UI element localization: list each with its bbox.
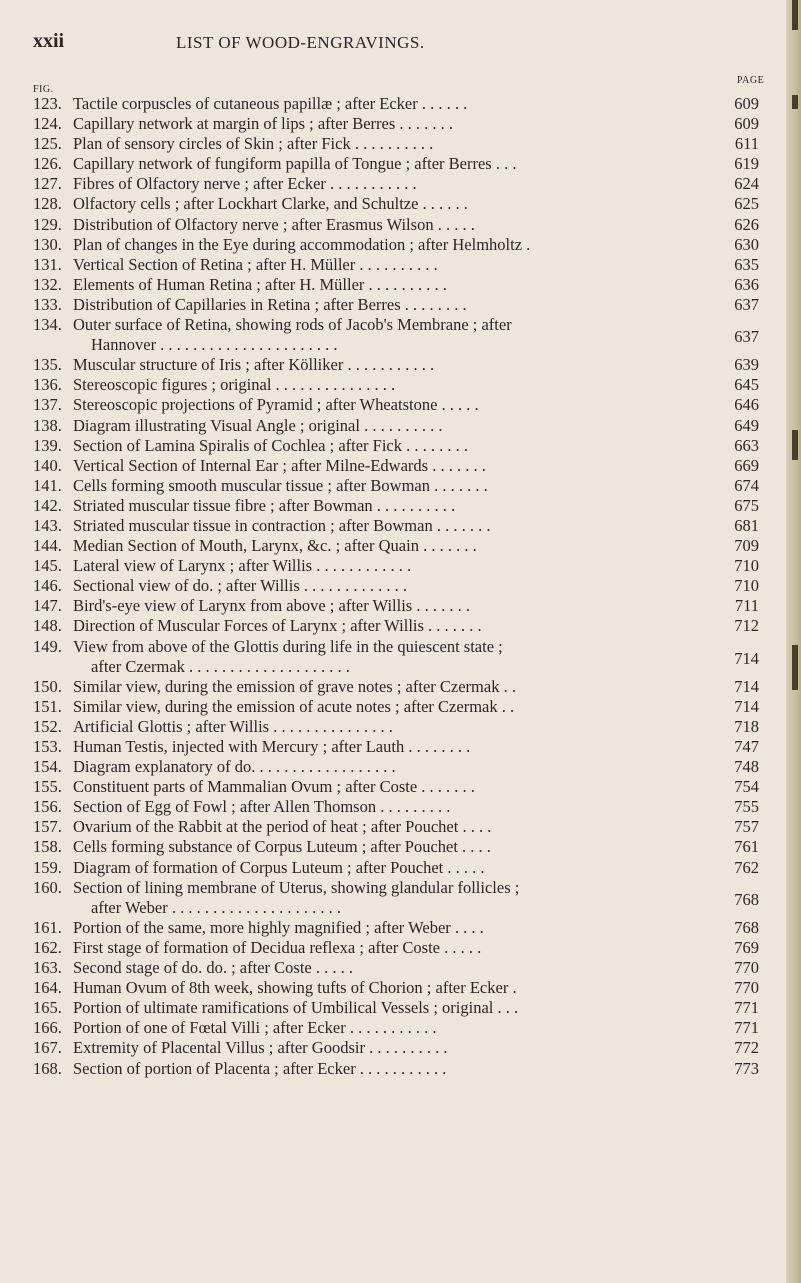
page-reference: 714 xyxy=(734,696,759,716)
page-reference: 609 xyxy=(734,114,759,134)
entry-title: Vertical Section of Internal Ear ; after Milne-Edwards . . . . . . . xyxy=(73,455,486,475)
figure-number: 127. xyxy=(33,174,62,194)
list-item xyxy=(33,154,773,174)
entry-title: Sectional view of do. ; after Willis . . . . . . . . . . . . . xyxy=(73,576,408,596)
figure-number: 128. xyxy=(33,194,62,214)
figure-number: 164. xyxy=(33,978,62,998)
page-reference: 769 xyxy=(734,937,759,957)
figure-number: 149. xyxy=(33,636,62,656)
entry-title: Capillary network of fungiform papilla of Tongue ; after Berres . . . xyxy=(73,154,517,174)
list-item xyxy=(33,194,773,214)
list-item xyxy=(33,275,773,295)
figure-number: 162. xyxy=(33,937,62,957)
figure-number: 124. xyxy=(33,114,62,134)
figure-number: 153. xyxy=(33,737,62,756)
page-reference: 711 xyxy=(734,596,759,616)
figure-number: 148. xyxy=(33,616,62,636)
entry-title: Artificial Glottis ; after Willis . . . . . . . . . . . . . . . xyxy=(73,716,393,736)
page-reference: 748 xyxy=(734,757,759,777)
list-item xyxy=(33,476,773,496)
list-item xyxy=(33,797,773,817)
list-item xyxy=(33,717,773,737)
list-item xyxy=(33,616,773,636)
figure-number: 145. xyxy=(33,556,62,576)
entry-title: Section of Egg of Fowl ; after Allen Thomson . . . . . . . . . xyxy=(73,797,451,817)
figure-number: 136. xyxy=(33,375,62,395)
engravings-list xyxy=(33,94,773,1079)
entry-title: Vertical Section of Retina ; after H. Müller . . . . . . . . . . xyxy=(73,254,438,274)
entry-title: Section of Lamina Spiralis of Cochlea ; after Fick . . . . . . . . xyxy=(73,435,468,455)
entry-title: Olfactory cells ; after Lockhart Clarke, and Schultze . . . . . . xyxy=(73,194,468,214)
entry-title: Distribution of Olfactory nerve ; after Erasmus Wilson . . . . . xyxy=(73,214,475,234)
figure-number: 146. xyxy=(33,576,62,596)
figure-number: 163. xyxy=(33,958,62,978)
list-item xyxy=(33,837,773,857)
list-item xyxy=(33,114,773,134)
page-reference: 663 xyxy=(734,435,759,455)
entry-title-continued: Hannover . . . . . . . . . . . . . . . . . . . . . . xyxy=(91,335,338,355)
list-item xyxy=(33,938,773,958)
list-item xyxy=(33,556,773,576)
page-reference: 754 xyxy=(734,777,759,797)
entry-title: Similar view, during the emission of acute notes ; after Czermak . . xyxy=(73,696,515,716)
page-header xyxy=(0,30,786,54)
figure-number: 159. xyxy=(33,857,62,877)
page-reference: 639 xyxy=(734,355,759,375)
entry-title-continued: after Weber . . . . . . . . . . . . . . . . . . . . . xyxy=(91,897,341,917)
page-reference: 609 xyxy=(734,94,759,113)
page-reference: 649 xyxy=(734,415,759,435)
entry-title: Portion of the same, more highly magnified ; after Weber . . . . xyxy=(73,917,484,937)
list-item xyxy=(33,1018,773,1038)
page-reference: 630 xyxy=(734,234,759,254)
page-reference: 768 xyxy=(734,917,759,937)
entry-title: Stereoscopic projections of Pyramid ; after Wheatstone . . . . . xyxy=(73,395,479,415)
running-title: LIST OF WOOD-ENGRAVINGS. xyxy=(176,33,425,52)
page-reference: 646 xyxy=(734,395,759,415)
figure-number: 156. xyxy=(33,797,62,817)
entry-title: Median Section of Mouth, Larynx, &c. ; after Quain . . . . . . . xyxy=(73,536,477,556)
figure-number: 131. xyxy=(33,254,62,274)
list-item xyxy=(33,536,773,556)
figure-number: 154. xyxy=(33,757,62,777)
page-reference: 637 xyxy=(734,327,759,347)
entry-title: Outer surface of Retina, showing rods of Jacob's Membrane ; after xyxy=(73,315,512,335)
page-reference: 645 xyxy=(734,375,759,395)
figure-number: 138. xyxy=(33,415,62,435)
list-item xyxy=(33,215,773,235)
list-item xyxy=(33,496,773,516)
list-item xyxy=(33,416,773,436)
list-item xyxy=(33,858,773,878)
page-reference: 773 xyxy=(734,1058,759,1078)
list-item xyxy=(33,375,773,395)
figure-number: 165. xyxy=(33,998,62,1018)
page-reference: 712 xyxy=(734,616,759,636)
page-number: xxii xyxy=(33,30,65,52)
entry-title: Cells forming substance of Corpus Luteum ; after Pouchet . . . . xyxy=(73,837,491,857)
page-reference: 771 xyxy=(734,998,759,1018)
entry-title-continued: after Czermak . . . . . . . . . . . . . . . . . . . . xyxy=(91,656,350,676)
figure-number: 158. xyxy=(33,837,62,857)
figure-number: 132. xyxy=(33,274,62,294)
figure-number: 125. xyxy=(33,134,62,154)
figure-number: 143. xyxy=(33,515,62,535)
entry-title: Diagram of formation of Corpus Luteum ; after Pouchet . . . . . xyxy=(73,857,485,877)
entry-title: Diagram illustrating Visual Angle ; original . . . . . . . . . . xyxy=(73,415,443,435)
page-reference: 762 xyxy=(734,857,759,877)
page-reference: 768 xyxy=(734,889,759,909)
list-item xyxy=(33,596,773,616)
entry-title: Section of lining membrane of Uterus, showing glandular follicles ; xyxy=(73,877,520,897)
entry-title: Elements of Human Retina ; after H. Müller . . . . . . . . . . xyxy=(73,274,447,294)
figure-number: 140. xyxy=(33,455,62,475)
entry-title: Constituent parts of Mammalian Ovum ; after Coste . . . . . . . xyxy=(73,777,475,797)
page-reference: 771 xyxy=(734,1018,759,1038)
figure-number: 151. xyxy=(33,696,62,716)
entry-title: Portion of one of Fœtal Villi ; after Ecker . . . . . . . . . . . xyxy=(73,1018,437,1038)
entry-title: First stage of formation of Decidua reflexa ; after Coste . . . . . xyxy=(73,937,482,957)
figure-number: 147. xyxy=(33,596,62,616)
list-item xyxy=(33,174,773,194)
entry-title: Cells forming smooth muscular tissue ; after Bowman . . . . . . . xyxy=(73,475,488,495)
entry-title: Similar view, during the emission of grave notes ; after Czermak . . xyxy=(73,676,516,696)
figure-number: 134. xyxy=(33,315,62,335)
list-item xyxy=(33,355,773,375)
list-item xyxy=(33,235,773,255)
figure-number: 157. xyxy=(33,817,62,837)
entry-title: Section of portion of Placenta ; after Ecker . . . . . . . . . . . xyxy=(73,1058,447,1078)
page-column-label: PAGE xyxy=(737,75,765,86)
page-reference: 637 xyxy=(734,294,759,314)
page-reference: 619 xyxy=(734,154,759,174)
list-item xyxy=(33,315,773,355)
figure-number: 152. xyxy=(33,716,62,736)
entry-title: Human Ovum of 8th week, showing tufts of Chorion ; after Ecker . xyxy=(73,978,517,998)
list-item xyxy=(33,516,773,536)
page-reference: 675 xyxy=(734,495,759,515)
figure-number: 133. xyxy=(33,294,62,314)
figure-number: 130. xyxy=(33,234,62,254)
figure-number: 168. xyxy=(33,1058,62,1078)
figure-number: 129. xyxy=(33,214,62,234)
entry-title: Lateral view of Larynx ; after Willis . . . . . . . . . . . . xyxy=(73,556,412,576)
figure-number: 144. xyxy=(33,536,62,556)
entry-title: Distribution of Capillaries in Retina ; after Berres . . . . . . . . xyxy=(73,294,467,314)
entry-title: Extremity of Placental Villus ; after Goodsir . . . . . . . . . . xyxy=(73,1038,448,1058)
entry-title: Stereoscopic figures ; original . . . . . . . . . . . . . . . xyxy=(73,375,396,395)
page-reference: 625 xyxy=(734,194,759,214)
list-item xyxy=(33,1038,773,1058)
list-item xyxy=(33,737,773,757)
list-item xyxy=(33,1059,773,1079)
figure-number: 139. xyxy=(33,435,62,455)
list-item xyxy=(33,134,773,154)
list-item xyxy=(33,817,773,837)
figure-number: 135. xyxy=(33,355,62,375)
list-item xyxy=(33,576,773,596)
figure-number: 161. xyxy=(33,917,62,937)
list-item xyxy=(33,637,773,677)
list-item xyxy=(33,958,773,978)
page-reference: 747 xyxy=(734,737,759,756)
page-reference: 710 xyxy=(734,576,759,596)
entry-title: Plan of sensory circles of Skin ; after Fick . . . . . . . . . . xyxy=(73,134,434,154)
entry-title: Fibres of Olfactory nerve ; after Ecker . . . . . . . . . . . xyxy=(73,174,417,194)
entry-title: Tactile corpuscles of cutaneous papillæ ; after Ecker . . . . . . xyxy=(73,94,468,113)
list-item xyxy=(33,777,773,797)
entry-title: Striated muscular tissue in contraction ; after Bowman . . . . . . . xyxy=(73,515,491,535)
figure-number: 160. xyxy=(33,877,62,897)
entry-title: Second stage of do. do. ; after Coste . . . . . xyxy=(73,958,353,978)
list-item xyxy=(33,677,773,697)
page-reference: 626 xyxy=(734,214,759,234)
list-item xyxy=(33,978,773,998)
list-item xyxy=(33,436,773,456)
list-item xyxy=(33,255,773,275)
list-item xyxy=(33,918,773,938)
page-reference: 772 xyxy=(734,1038,759,1058)
list-item xyxy=(33,94,773,114)
list-item xyxy=(33,757,773,777)
entry-title: Ovarium of the Rabbit at the period of heat ; after Pouchet . . . . xyxy=(73,817,492,837)
figure-number: 137. xyxy=(33,395,62,415)
page-reference: 714 xyxy=(734,648,759,668)
entry-title: Portion of ultimate ramifications of Umbilical Vessels ; original . . . xyxy=(73,998,519,1018)
page-reference: 710 xyxy=(734,556,759,576)
page-edge xyxy=(786,0,801,1283)
entry-title: Bird's-eye view of Larynx from above ; after Willis . . . . . . . xyxy=(73,596,470,616)
page-reference: 709 xyxy=(734,536,759,556)
figure-number: 123. xyxy=(33,94,62,113)
figure-number: 167. xyxy=(33,1038,62,1058)
entry-title: Muscular structure of Iris ; after Kölliker . . . . . . . . . . . xyxy=(73,355,435,375)
page-reference: 761 xyxy=(734,837,759,857)
figure-number: 155. xyxy=(33,777,62,797)
page-reference: 674 xyxy=(734,475,759,495)
list-item xyxy=(33,295,773,315)
fig-column-label: FIG. xyxy=(33,84,54,95)
list-item xyxy=(33,456,773,476)
entry-title: Human Testis, injected with Mercury ; after Lauth . . . . . . . . xyxy=(73,737,471,756)
page-reference: 714 xyxy=(734,676,759,696)
entry-title: Plan of changes in the Eye during accommodation ; after Helmholtz . xyxy=(73,234,531,254)
page-reference: 669 xyxy=(734,455,759,475)
entry-title: Diagram explanatory of do. . . . . . . . . . . . . . . . . . xyxy=(73,757,396,777)
page-reference: 770 xyxy=(734,978,759,998)
page-reference: 755 xyxy=(734,797,759,817)
page-reference: 624 xyxy=(734,174,759,194)
figure-number: 126. xyxy=(33,154,62,174)
page-reference: 635 xyxy=(734,254,759,274)
figure-number: 150. xyxy=(33,676,62,696)
page-reference: 770 xyxy=(734,958,759,978)
entry-title: View from above of the Glottis during life in the quiescent state ; xyxy=(73,636,503,656)
entry-title: Capillary network at margin of lips ; after Berres . . . . . . . xyxy=(73,114,454,134)
entry-title: Striated muscular tissue fibre ; after Bowman . . . . . . . . . . xyxy=(73,495,456,515)
list-item xyxy=(33,697,773,717)
figure-number: 141. xyxy=(33,475,62,495)
list-item xyxy=(33,878,773,918)
page-reference: 681 xyxy=(734,515,759,535)
list-item xyxy=(33,395,773,415)
figure-number: 142. xyxy=(33,495,62,515)
list-item xyxy=(33,998,773,1018)
page-reference: 757 xyxy=(734,817,759,837)
page-reference: 718 xyxy=(734,716,759,736)
page-reference: 611 xyxy=(734,134,759,154)
figure-number: 166. xyxy=(33,1018,62,1038)
entry-title: Direction of Muscular Forces of Larynx ; after Willis . . . . . . . xyxy=(73,616,482,636)
page-reference: 636 xyxy=(734,274,759,294)
